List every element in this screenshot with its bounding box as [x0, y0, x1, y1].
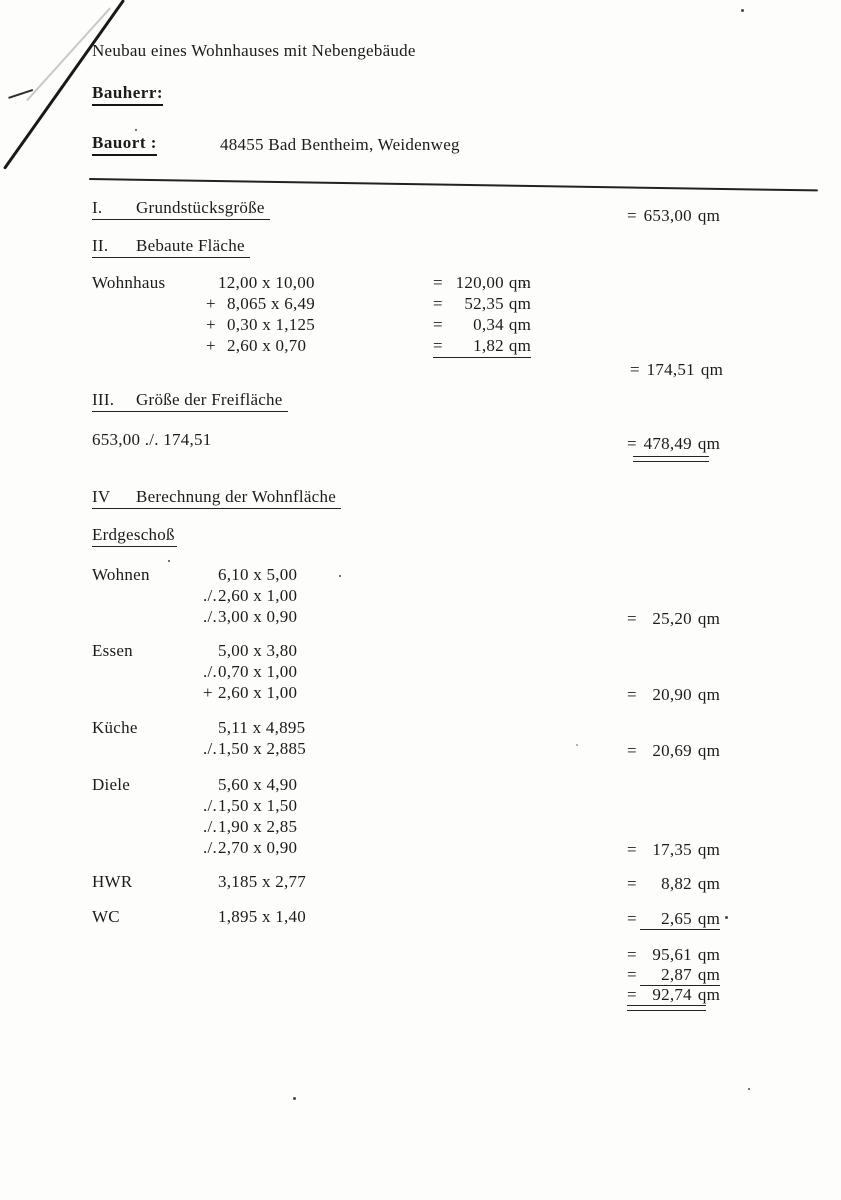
calc-dims: 1,50 x 2,885	[218, 739, 306, 758]
calc-dims: 6,10 x 5,00	[218, 565, 298, 584]
bauherr-label: Bauherr:	[92, 82, 163, 106]
scan-speck	[293, 1097, 296, 1100]
underlined-value: 2,65 qm	[640, 909, 720, 930]
freiflaeche-result: = 478,49 qm	[627, 434, 721, 453]
calc-dims: 5,11 x 4,895	[218, 718, 306, 737]
calc-operator: ./.	[203, 817, 217, 836]
calc-dims: 3,00 x 0,90	[218, 607, 298, 626]
calc-operator: +	[203, 683, 213, 702]
room-label: WC	[92, 907, 120, 926]
wohnhaus-total: = 174,51 qm	[630, 360, 724, 379]
scan-speck	[135, 129, 137, 131]
calc-operator: ./.	[203, 739, 217, 758]
room-result: = 25,20 qm	[627, 609, 721, 628]
section-3-number: III.	[92, 390, 115, 409]
section-4-heading	[92, 486, 341, 509]
calc-operator: ./.	[203, 662, 217, 681]
double-underline	[633, 456, 709, 462]
section-3-heading	[92, 389, 288, 412]
calc-dims: 12,00 x 10,00	[218, 273, 315, 292]
subtotal-row: = 95,61 qm	[627, 945, 721, 964]
section-2-heading	[92, 235, 250, 258]
deduction-row: = 2,87 qm	[627, 965, 721, 984]
calc-dims: 2,60 x 0,70	[227, 336, 307, 355]
calc-operator: ./.	[203, 586, 217, 605]
room-label: Küche	[92, 718, 138, 737]
calc-result: = 120,00 qm	[433, 273, 532, 292]
section-1-title: Grundstücksgröße	[136, 198, 265, 217]
calc-dims: 3,185 x 2,77	[218, 872, 306, 891]
underlined-value: 2,87 qm	[640, 965, 720, 986]
calc-dims: 2,70 x 0,90	[218, 838, 298, 857]
calc-operator: ./.	[203, 838, 217, 857]
calc-dims: 5,00 x 3,80	[218, 641, 298, 660]
room-result: = 2,65 qm	[627, 909, 721, 928]
room-label: Diele	[92, 775, 131, 794]
calc-dims: 1,895 x 1,40	[218, 907, 306, 926]
room-result: = 20,69 qm	[627, 741, 721, 760]
bauort-label: Bauort :	[92, 132, 157, 156]
section-4-number: IV	[92, 487, 111, 506]
calc-result: = 52,35 qm	[433, 294, 532, 313]
scan-speck	[748, 1088, 750, 1090]
room-result: = 17,35 qm	[627, 840, 721, 859]
floor-heading: Erdgeschoß	[92, 524, 177, 547]
bauort-value: 48455 Bad Bentheim, Weidenweg	[220, 135, 460, 154]
calc-result-underlined: = 1,82 qm	[433, 335, 531, 358]
freiflaeche-calc: 653,00 ./. 174,51	[92, 430, 212, 449]
room-result: = 8,82 qm	[627, 874, 721, 893]
scan-speck	[741, 9, 744, 12]
calc-result: = 0,34 qm	[433, 315, 532, 334]
calc-operator: +	[206, 294, 216, 313]
section-2-title: Bebaute Fläche	[136, 236, 245, 255]
calc-dims: 0,70 x 1,00	[218, 662, 298, 681]
calc-dims: 0,30 x 1,125	[227, 315, 315, 334]
section-4-title: Berechnung der Wohnfläche	[136, 487, 336, 506]
calc-operator: +	[206, 315, 216, 334]
section-1-number: I.	[92, 198, 103, 217]
calc-dims: 8,065 x 6,49	[227, 294, 315, 313]
calc-operator: ./.	[203, 607, 217, 626]
calc-dims: 2,60 x 1,00	[218, 683, 298, 702]
document-title: Neubau eines Wohnhauses mit Nebengebäude	[92, 41, 416, 60]
calc-dims: 5,60 x 4,90	[218, 775, 298, 794]
scan-speck	[168, 560, 170, 562]
wohnhaus-label: Wohnhaus	[92, 273, 166, 292]
grand-total-row: = 92,74 qm	[627, 985, 721, 1004]
room-label: Essen	[92, 641, 133, 660]
room-label: HWR	[92, 872, 133, 891]
double-underline	[627, 1005, 706, 1011]
room-result: = 20,90 qm	[627, 685, 721, 704]
room-label: Wohnen	[92, 565, 150, 584]
section-3-title: Größe der Freifläche	[136, 390, 283, 409]
separator-rule	[89, 178, 818, 191]
calc-dims: 1,90 x 2,85	[218, 817, 298, 836]
calc-operator: ./.	[203, 796, 217, 815]
section-1-result: = 653,00 qm	[627, 206, 721, 225]
calc-dims: 1,50 x 1,50	[218, 796, 298, 815]
calc-dims: 2,60 x 1,00	[218, 586, 298, 605]
calc-operator: +	[206, 336, 216, 355]
section-2-number: II.	[92, 236, 109, 255]
